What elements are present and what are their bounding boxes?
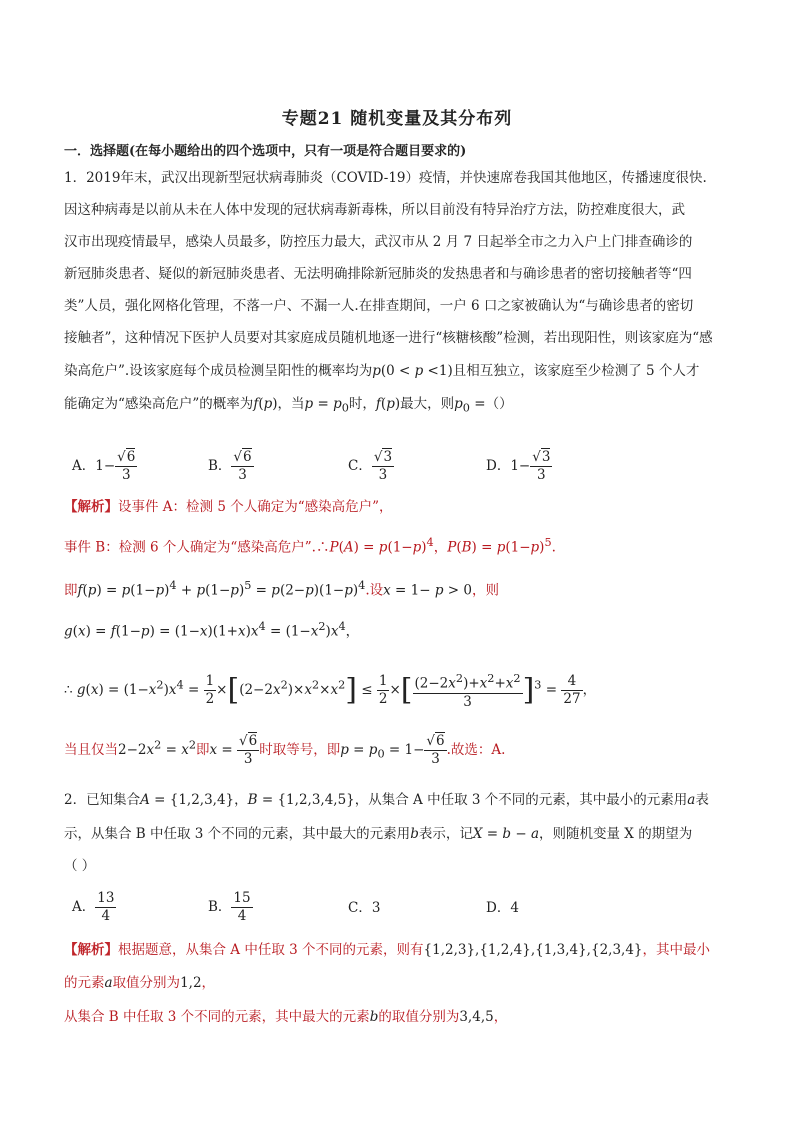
q1-text-line: 新冠肺炎患者、疑似的新冠肺炎患者、无法明确排除新冠肺炎的发热患者和与确诊患者的密切接触者等“四 [64, 266, 692, 282]
q2-option-b: B． $\frac{15}{4}$ [208, 890, 251, 924]
q1-option-d: D．1− $\frac{√3}{3}$ [486, 449, 551, 483]
page-title: 专题21 随机变量及其分布列 [281, 109, 513, 129]
q2-text-line: （ ） [64, 858, 96, 874]
q2-option-c: C．3 [348, 900, 381, 916]
q1-solution-line: 即$f(p) = p(1-p)^4 + p(1-p)^5 = p(2-p)(1-p)^4$.设x = 1− p > 0，则 [64, 579, 499, 599]
q1-option-b: B． $\frac{√6}{3}$ [208, 449, 252, 483]
q2-text-line: 2．已知集合A = {1,2,3,4}，B = {1,2,3,4,5}，从集合 A 中任取 3 个不同的元素，其中最小的元素用a表 [64, 792, 709, 808]
q1-solution-line: 事件 B：检测 6 个人确定为“感染高危户”.∴P(A) = $p(1-p)^4$，$P(B) = p(1-p)^5$. [64, 536, 556, 556]
q1-solution-line: $g(x) = f(1-p) = (1-x)(1+x)x^4 = (1-x^2)x^4$， [64, 620, 360, 640]
q1-option-c: C． $\frac{√3}{3}$ [348, 449, 393, 483]
q1-text-line: 因这种病毒是以前从未在人体中发现的冠状病毒新毒株，所以目前没有特异治疗方法，防控难度很大，武 [64, 202, 685, 218]
q1-solution-line: ∴ $g(x) = (1-x^2)x^4$ = $\frac{1}{2}$ $\times[(2-2x^2)\times x^2\times x^2]$ ≤ $\frac{1}{2}$ ×[ $\frac{(2-2x^2)+x^2+x^2}{3}$ ]$^3$ = $\frac{4}{27}$ ， [64, 672, 597, 710]
q1-solution-line: 当且仅当$2-2x^2 = x^2$即x = $\frac{√6}{3}$ 时取等号，即$p = p_0 = 1-$ $\frac{√6}{3}$ .故选：A. [64, 733, 506, 767]
q1-text-line: 能确定为“感染高危户”的概率为f(p)，当$p = p_0$时，f(p)最大，则$p_0$ =（） [64, 396, 513, 415]
q1-text-line: 汉市出现疫情最早，感染人员最多，防控压力最大，武汉市从 2 月 7 日起举全市之力入户上门排查确诊的 [64, 234, 693, 250]
q2-solution-line: 【解析】根据题意，从集合 A 中任取 3 个不同的元素，则有{1,2,3},{1,2,4},{1,3,4},{2,3,4}，其中最小 [64, 942, 711, 958]
q1-solution-line: 【解析】设事件 A：检测 5 个人确定为“感染高危户”， [64, 499, 393, 515]
q2-text-line: 示，从集合 B 中任取 3 个不同的元素，其中最大的元素用b表示，记X = b − a，则随机变量 X 的期望为 [64, 826, 693, 842]
q1-option-a: A．1− $\frac{√6}{3}$ [72, 449, 136, 483]
q2-option-a: A． $\frac{13}{4}$ [72, 890, 115, 924]
q1-text-line: 类”人员，强化网格化管理，不落一户、不漏一人.在排查期间，一户 6 口之家被确认为“与确诊患者的密切 [64, 298, 694, 314]
q1-text-line: 接触者”，这种情况下医护人员要对其家庭成员随机地逐一进行“核糖核酸”检测，若出现阳性，则该家庭为“感 [64, 330, 713, 346]
q2-solution-line: 的元素a取值分别为1,2， [64, 975, 216, 991]
section-heading: 一．选择题(在每小题给出的四个选项中，只有一项是符合题目要求的) [64, 144, 467, 159]
q1-text-line: 1．2019年末，武汉出现新型冠状病毒肺炎（COVID-19）疫情，并快速席卷我国其他地区，传播速度很快. [64, 170, 707, 186]
q2-solution-line: 从集合 B 中任取 3 个不同的元素，其中最大的元素b的取值分别为3,4,5， [64, 1009, 508, 1025]
q1-text-line: 染高危户”.设该家庭每个成员检测呈阳性的概率均为p(0 < p <1)且相互独立，该家庭至少检测了 5 个人才 [64, 363, 700, 379]
q2-option-d: D．4 [486, 900, 519, 916]
